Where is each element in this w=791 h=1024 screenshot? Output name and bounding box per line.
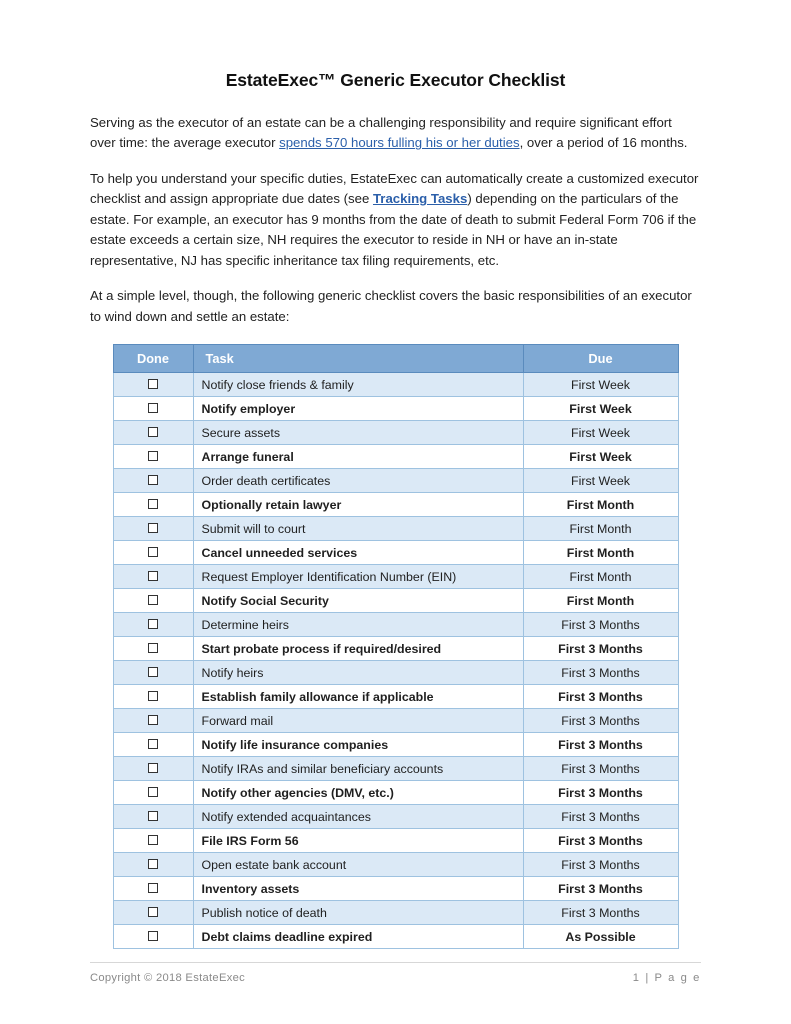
task-done-cell[interactable]	[113, 637, 193, 661]
task-done-cell[interactable]	[113, 421, 193, 445]
task-name-cell: Arrange funeral	[193, 445, 523, 469]
task-name-cell: Establish family allowance if applicable	[193, 685, 523, 709]
task-name-cell: Notify Social Security	[193, 589, 523, 613]
task-done-cell[interactable]	[113, 373, 193, 397]
empty-checkbox-icon[interactable]	[148, 643, 158, 653]
empty-checkbox-icon[interactable]	[148, 619, 158, 629]
task-done-cell[interactable]	[113, 757, 193, 781]
table-row	[113, 685, 678, 709]
footer-copyright: Copyright © 2018 EstateExec	[90, 972, 246, 984]
task-done-cell[interactable]	[113, 709, 193, 733]
column-header-done: Done	[113, 345, 193, 373]
task-due-cell: First Month	[523, 589, 678, 613]
task-name-cell: Notify IRAs and similar beneficiary accounts	[193, 757, 523, 781]
task-done-cell[interactable]	[113, 805, 193, 829]
table-row	[113, 925, 678, 949]
paragraph-1-text-a: Serving as the executor of an estate can be a challenging responsibility and require significant effort over time: the average executor	[90, 115, 672, 151]
task-due-cell: First Week	[523, 397, 678, 421]
task-done-cell[interactable]	[113, 565, 193, 589]
task-done-cell[interactable]	[113, 925, 193, 949]
task-name-cell: Notify extended acquaintances	[193, 805, 523, 829]
task-name-cell: Notify close friends & family	[193, 373, 523, 397]
table-row	[113, 373, 678, 397]
task-due-cell: First 3 Months	[523, 685, 678, 709]
task-due-cell: First 3 Months	[523, 709, 678, 733]
task-due-cell: First Week	[523, 469, 678, 493]
paragraph-2	[90, 169, 701, 271]
task-name-cell: Open estate bank account	[193, 853, 523, 877]
empty-checkbox-icon[interactable]	[148, 763, 158, 773]
empty-checkbox-icon[interactable]	[148, 379, 158, 389]
table-row	[113, 637, 678, 661]
task-due-cell: First Month	[523, 493, 678, 517]
task-name-cell: Secure assets	[193, 421, 523, 445]
table-row	[113, 781, 678, 805]
task-due-cell: First 3 Months	[523, 805, 678, 829]
task-name-cell: Cancel unneeded services	[193, 541, 523, 565]
table-row	[113, 517, 678, 541]
empty-checkbox-icon[interactable]	[148, 691, 158, 701]
column-header-due: Due	[523, 345, 678, 373]
empty-checkbox-icon[interactable]	[148, 595, 158, 605]
task-done-cell[interactable]	[113, 733, 193, 757]
task-due-cell: First 3 Months	[523, 877, 678, 901]
table-row	[113, 613, 678, 637]
empty-checkbox-icon[interactable]	[148, 835, 158, 845]
link-executor-hours[interactable]: spends 570 hours fulling his or her duties	[279, 135, 520, 151]
task-name-cell: Debt claims deadline expired	[193, 925, 523, 949]
task-due-cell: First 3 Months	[523, 613, 678, 637]
paragraph-2-text-a: To help you understand your specific duties, EstateExec can automatically create a customized executor checklist and assign appropriate due dates (see	[90, 170, 699, 207]
task-done-cell[interactable]	[113, 829, 193, 853]
task-done-cell[interactable]	[113, 685, 193, 709]
intro-paragraphs	[90, 113, 701, 327]
task-done-cell[interactable]	[113, 661, 193, 685]
task-name-cell: File IRS Form 56	[193, 829, 523, 853]
executor-checklist-table	[113, 344, 679, 949]
task-done-cell[interactable]	[113, 493, 193, 517]
page-title: EstateExec™ Generic Executor Checklist	[225, 70, 566, 90]
task-name-cell: Notify heirs	[193, 661, 523, 685]
paragraph-3: At a simple level, though, the following generic checklist covers the basic responsibilities of an executor to wind down and settle an estate:	[90, 288, 692, 324]
task-due-cell: First Week	[523, 373, 678, 397]
empty-checkbox-icon[interactable]	[148, 931, 158, 941]
task-due-cell: First 3 Months	[523, 901, 678, 925]
table-row	[113, 877, 678, 901]
task-name-cell: Determine heirs	[193, 613, 523, 637]
table-row	[113, 541, 678, 565]
task-name-cell: Inventory assets	[193, 877, 523, 901]
task-name-cell: Notify employer	[193, 397, 523, 421]
column-header-task: Task	[193, 345, 523, 373]
table-row	[113, 421, 678, 445]
task-name-cell: Start probate process if required/desired	[193, 637, 523, 661]
paragraph-1-text-b: , over a period of 16 months.	[519, 135, 688, 151]
task-done-cell[interactable]	[113, 613, 193, 637]
table-row	[113, 733, 678, 757]
task-due-cell: First 3 Months	[523, 829, 678, 853]
task-done-cell[interactable]	[113, 541, 193, 565]
task-done-cell[interactable]	[113, 469, 193, 493]
empty-checkbox-icon[interactable]	[148, 547, 158, 557]
paragraph-2-text-b: ) depending on the particulars of the estate. For example, an executor has 9 months from the date of death to submit Federal Form 706 if the estate exceeds a certain size, NH requires the executor to reside in NH or have an in-state representative, NJ has specific inheritance tax filing requirements, etc.	[90, 191, 697, 268]
task-name-cell: Order death certificates	[193, 469, 523, 493]
task-name-cell: Request Employer Identification Number (EIN)	[193, 565, 523, 589]
task-done-cell[interactable]	[113, 781, 193, 805]
empty-checkbox-icon[interactable]	[148, 907, 158, 917]
table-header-row	[113, 345, 678, 373]
empty-checkbox-icon[interactable]	[148, 715, 158, 725]
table-row	[113, 709, 678, 733]
table-row	[113, 589, 678, 613]
footer-page-number: 1 | P a g e	[632, 972, 701, 984]
empty-checkbox-icon[interactable]	[148, 811, 158, 821]
task-name-cell: Notify other agencies (DMV, etc.)	[193, 781, 523, 805]
task-due-cell: First Week	[523, 445, 678, 469]
empty-checkbox-icon[interactable]	[148, 667, 158, 677]
table-body	[113, 373, 678, 949]
table-row	[113, 661, 678, 685]
task-done-cell[interactable]	[113, 445, 193, 469]
task-name-cell: Forward mail	[193, 709, 523, 733]
task-name-cell: Publish notice of death	[193, 901, 523, 925]
table-row	[113, 757, 678, 781]
task-done-cell[interactable]	[113, 877, 193, 901]
table-row	[113, 469, 678, 493]
table-row	[113, 829, 678, 853]
task-due-cell: First Month	[523, 565, 678, 589]
task-due-cell: First Month	[523, 517, 678, 541]
task-done-cell[interactable]	[113, 589, 193, 613]
empty-checkbox-icon[interactable]	[148, 427, 158, 437]
task-due-cell: First 3 Months	[523, 733, 678, 757]
table-row	[113, 565, 678, 589]
empty-checkbox-icon[interactable]	[148, 571, 158, 581]
task-done-cell[interactable]	[113, 397, 193, 421]
table-row	[113, 853, 678, 877]
task-due-cell: First Month	[523, 541, 678, 565]
empty-checkbox-icon[interactable]	[148, 787, 158, 797]
task-due-cell: As Possible	[523, 925, 678, 949]
task-done-cell[interactable]	[113, 853, 193, 877]
empty-checkbox-icon[interactable]	[148, 523, 158, 533]
link-tracking-tasks[interactable]: Tracking Tasks	[372, 191, 468, 207]
task-due-cell: First Week	[523, 421, 678, 445]
empty-checkbox-icon[interactable]	[148, 475, 158, 485]
task-due-cell: First 3 Months	[523, 757, 678, 781]
task-due-cell: First 3 Months	[523, 781, 678, 805]
table-header	[113, 345, 678, 373]
task-due-cell: First 3 Months	[523, 853, 678, 877]
task-due-cell: First 3 Months	[523, 637, 678, 661]
empty-checkbox-icon[interactable]	[148, 451, 158, 461]
empty-checkbox-icon[interactable]	[148, 859, 158, 869]
empty-checkbox-icon[interactable]	[148, 403, 158, 413]
table-row	[113, 445, 678, 469]
task-due-cell: First 3 Months	[523, 661, 678, 685]
task-done-cell[interactable]	[113, 517, 193, 541]
empty-checkbox-icon[interactable]	[148, 883, 158, 893]
table-row	[113, 493, 678, 517]
table-row	[113, 805, 678, 829]
paragraph-1	[90, 113, 701, 154]
task-done-cell[interactable]	[113, 901, 193, 925]
table-row	[113, 397, 678, 421]
task-name-cell: Submit will to court	[193, 517, 523, 541]
task-name-cell: Notify life insurance companies	[193, 733, 523, 757]
empty-checkbox-icon[interactable]	[148, 739, 158, 749]
task-name-cell: Optionally retain lawyer	[193, 493, 523, 517]
empty-checkbox-icon[interactable]	[148, 499, 158, 509]
table-row	[113, 901, 678, 925]
page-footer	[90, 962, 701, 984]
